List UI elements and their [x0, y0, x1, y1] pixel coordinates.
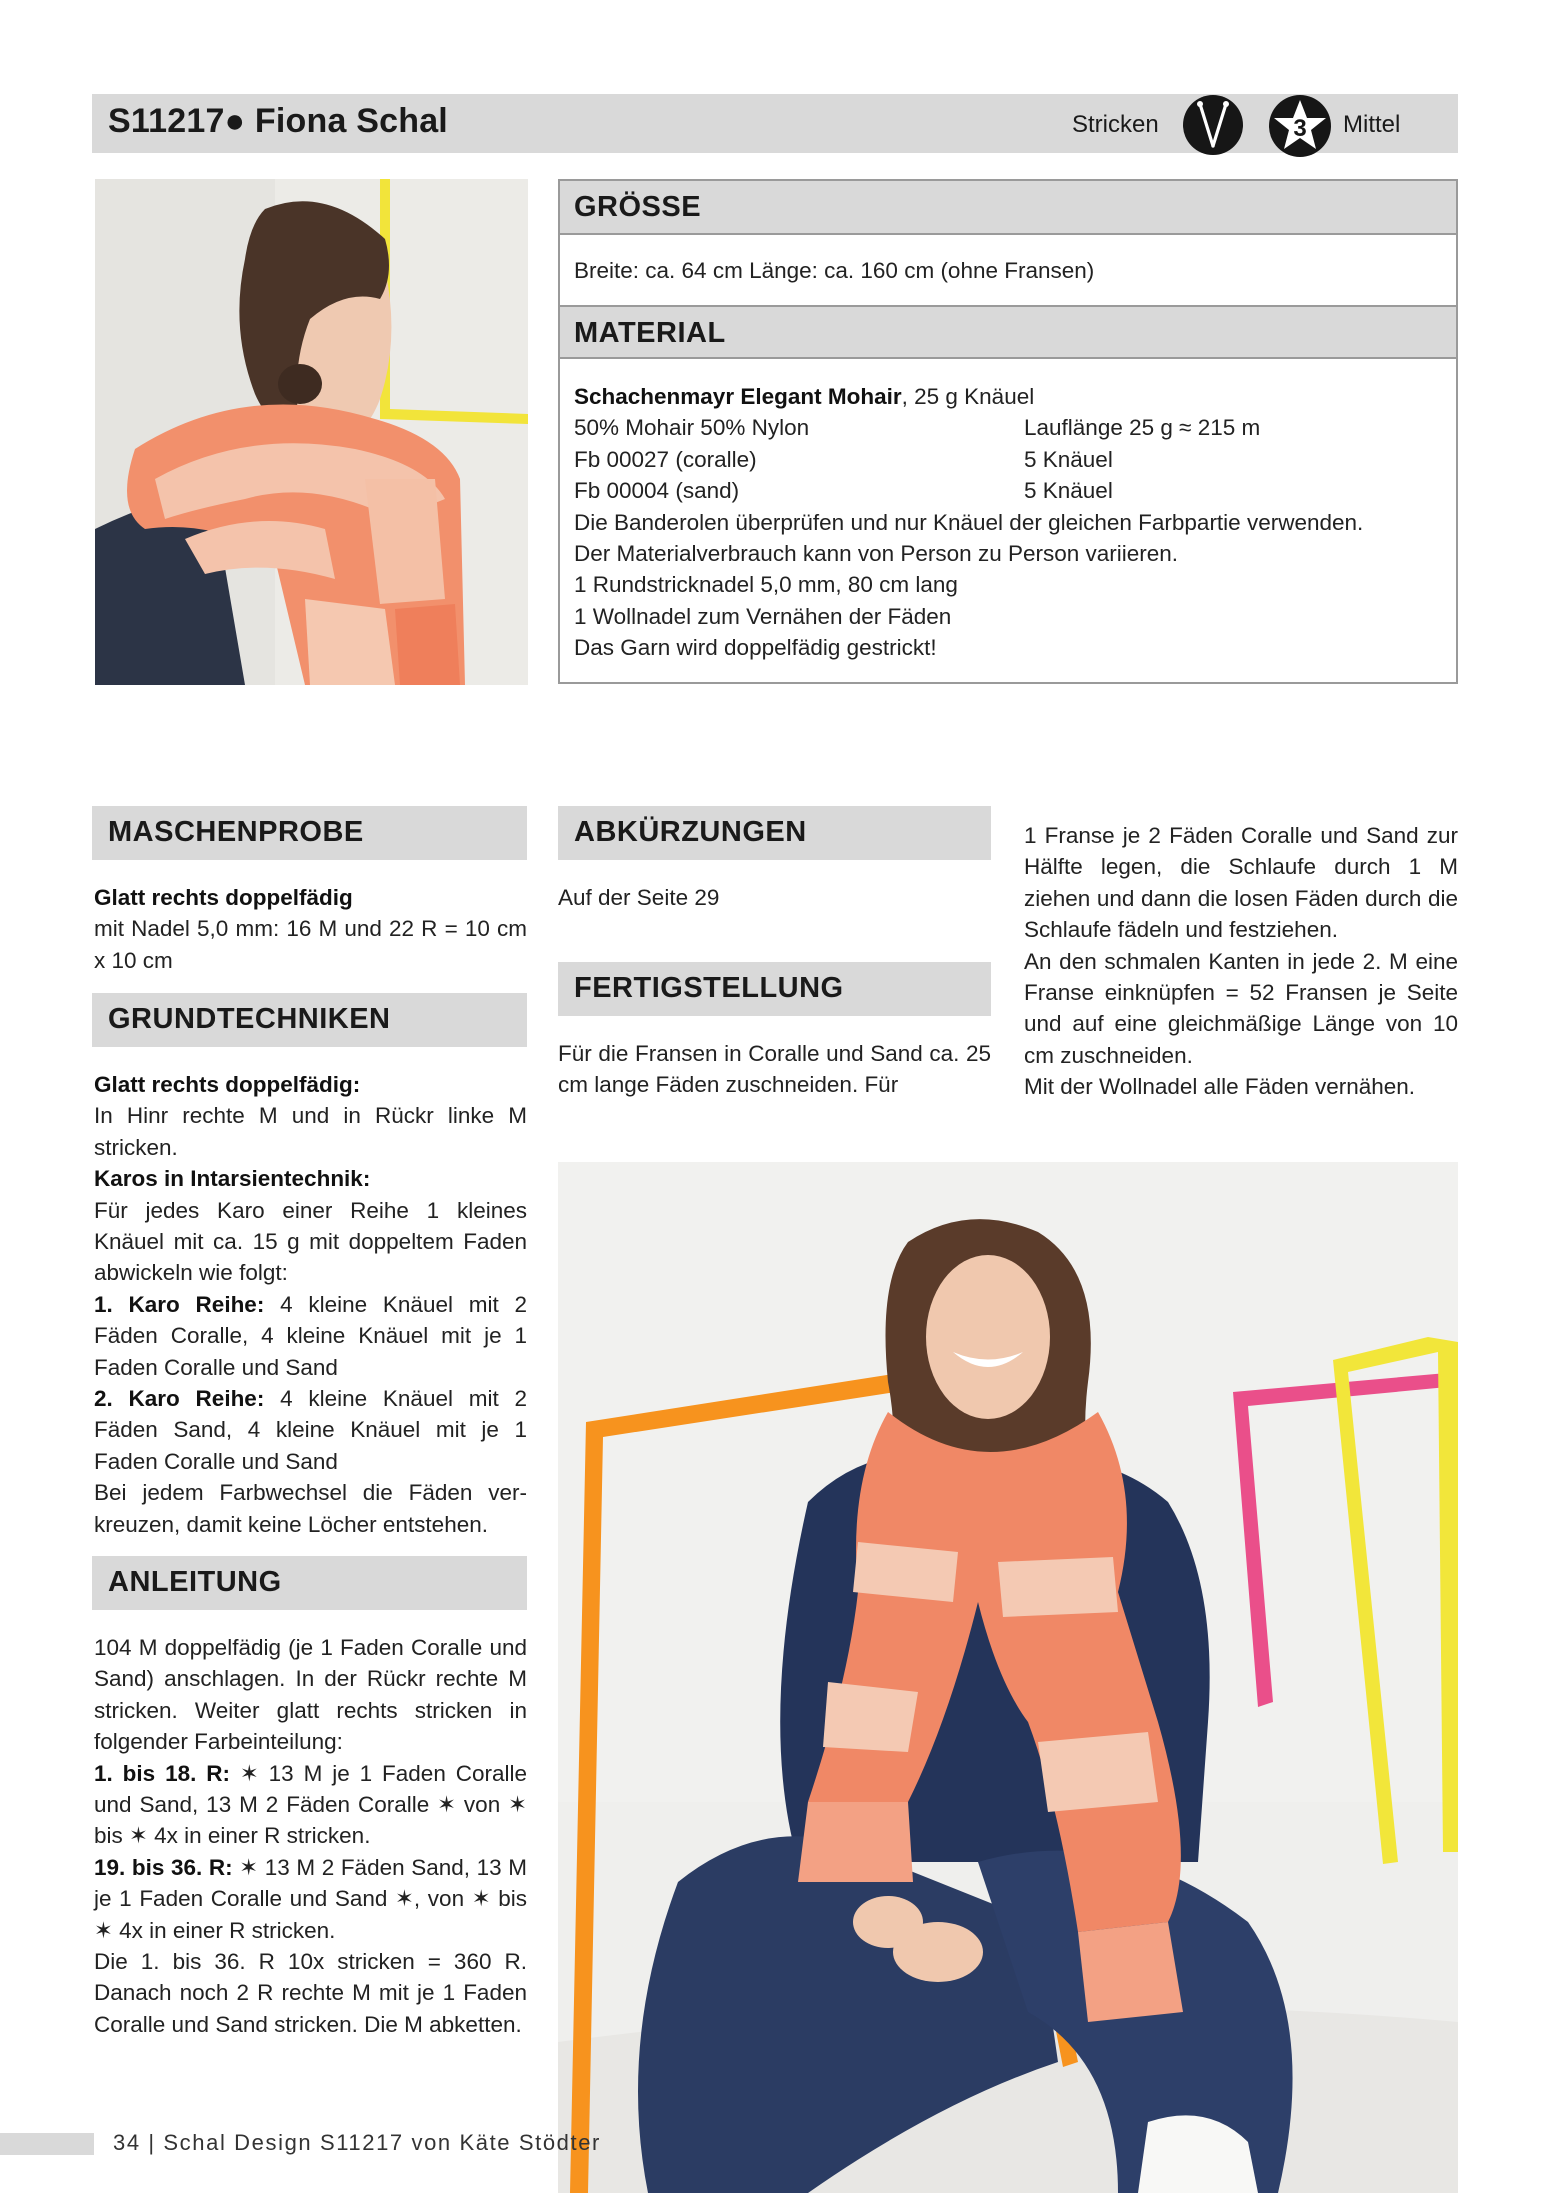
abkuerzungen-header — [558, 806, 991, 860]
scarf-photo-back — [95, 179, 528, 685]
groesse-header — [560, 181, 1456, 235]
fertigstellung-heading: FERTIGSTELLUNG — [574, 972, 844, 1004]
grundtechniken-text: 4 kleine Knäuel mit 2 Fäden Coralle, 4 kleine Knäuel mit je 1 Faden Coralle und Sand — [94, 1291, 528, 1380]
material-row — [574, 412, 1454, 443]
anleitung-header — [92, 1556, 527, 1610]
title-bar — [92, 94, 1458, 153]
fertigstellung-header — [558, 962, 991, 1016]
anleitung-text: 104 M doppelfädig (je 1 Faden Coralle und Sand) anschlagen. In der Rückr rechte M stricken. Weiter glatt rechts stricken in folgender Farbeinteilung: — [94, 1635, 527, 1755]
material-row — [574, 444, 1454, 475]
page-title: S11217● Fiona Schal — [108, 102, 448, 140]
page-footer: 34 | Schal Design S11217 von Käte Stödter — [113, 2130, 601, 2155]
fertigstellung-cont-text: Mit der Wollnadel alle Fäden vernähen. — [1024, 1074, 1416, 1100]
material-line: 1 Wollnadel zum Vernähen der Fäden — [574, 603, 952, 629]
fertigstellung-cont-text: 1 Franse je 2 Fäden Coralle und Sand zur Hälfte legen, die Schlaufe durch 1 M ziehen und dann die losen Fäden durch die Schlaufe fädeln und festziehen. — [1024, 823, 1458, 943]
grundtechniken-body — [94, 1069, 527, 1540]
maschenprobe-label: Glatt rechts doppelfädig — [94, 885, 353, 910]
technique-label: Stricken — [1072, 111, 1159, 138]
material-yarn-line — [574, 381, 1454, 412]
anleitung-body — [94, 1632, 527, 2040]
groesse-text: Breite: ca. 64 cm Länge: ca. 160 cm (ohne Fransen) — [574, 258, 1095, 283]
footer-bar — [0, 2133, 94, 2155]
fertigstellung-continued — [1024, 820, 1458, 1103]
grundtechniken-label: Glatt rechts doppelfädig: — [94, 1072, 361, 1097]
grundtechniken-label: 2. Karo Reihe: — [94, 1386, 265, 1412]
material-row-right: Lauflänge 25 g ≈ 215 m — [1024, 415, 1261, 441]
size-material-box — [558, 179, 1458, 684]
grundtechniken-text: In Hinr rechte M und in Rückr linke M stricken. — [94, 1103, 527, 1160]
material-line: 1 Rundstricknadel 5,0 mm, 80 cm lang — [574, 572, 958, 598]
groesse-heading: GRÖSSE — [574, 191, 702, 223]
grundtechniken-header — [92, 993, 527, 1047]
material-heading: MATERIAL — [574, 317, 726, 349]
maschenprobe-heading: MASCHENPROBE — [108, 816, 364, 848]
maschenprobe-body — [94, 882, 527, 976]
grundtechniken-text: 4 kleine Knäuel mit 2 Fäden Sand, 4 kleine Knäuel mit je 1 Faden Coralle und Sand — [94, 1386, 528, 1474]
material-row — [574, 475, 1454, 506]
grundtechniken-text: Bei jedem Farbwechsel die Fäden verkreuzen, damit keine Löcher entstehen. — [94, 1480, 527, 1537]
grundtechniken-label: 1. Karo Reihe: — [94, 1291, 265, 1317]
grundtechniken-heading: GRUNDTECHNIKEN — [108, 1003, 391, 1035]
level-number: 3 — [1293, 115, 1307, 142]
material-row-right: 5 Knäuel — [1024, 478, 1113, 504]
anleitung-heading: ANLEITUNG — [108, 1566, 282, 1598]
material-row-left: 50% Mohair 50% Nylon — [574, 415, 810, 441]
anleitung-label: 1. bis 18. R: — [94, 1760, 230, 1786]
yarn-name: Schachenmayr Elegant Mohair — [574, 384, 902, 409]
maschenprobe-header — [92, 806, 527, 860]
material-line: Die Banderolen überprüfen und nur Knäuel der gleichen Farbpartie verwenden. — [574, 509, 1364, 535]
star-icon — [1268, 94, 1332, 158]
material-header — [560, 305, 1456, 359]
material-list — [574, 381, 1454, 664]
abkuerzungen-heading: ABKÜRZUNGEN — [574, 816, 807, 848]
maschenprobe-text: mit Nadel 5,0 mm: 16 M und 22 R = 10 cm x 10 cm — [94, 916, 527, 973]
anleitung-text: ✶ 13 M je 1 Faden Coralle und Sand, 13 M 2 Fäden Coralle ✶ von ✶ bis ✶ 4x in einer R stricken. — [94, 1760, 528, 1849]
material-line: Das Garn wird doppelfädig gestrickt! — [574, 635, 937, 661]
fertigstellung-cont-text: An den schmalen Kanten in jede 2. M eine Franse einknüpfen = 52 Fransen je Seite und auf eine gleichmäßige Länge von 10 cm zuschneiden. — [1024, 948, 1458, 1068]
anleitung-text: ✶ 13 M 2 Fäden Sand, 13 M je 1 Faden Coralle und Sand ✶, von ✶ bis ✶ 4x in einer R stricken. — [94, 1854, 528, 1943]
material-row-left: Fb 00004 (sand) — [574, 478, 740, 504]
level-label: Mittel — [1343, 111, 1401, 138]
material-row-right: 5 Knäuel — [1024, 446, 1113, 472]
anleitung-text: Die 1. bis 36. R 10x stricken = 360 R. Danach noch 2 R rechte M mit je 1 Faden Coralle und Sand stricken. Die M abketten. — [94, 1949, 527, 2037]
yarn-suffix: , 25 g Knäuel — [901, 384, 1035, 409]
material-line: Der Materialverbrauch kann von Person zu Person variieren. — [574, 540, 1179, 566]
grundtechniken-label: Karos in Intarsientechnik: — [94, 1166, 371, 1192]
scarf-photo-model — [558, 1162, 1458, 2193]
knitting-needles-icon — [1182, 94, 1244, 156]
fertigstellung-text: Für die Fransen in Coralle und Sand ca. 25 cm lange Fäden zuschneiden. Für — [558, 1041, 991, 1098]
grundtechniken-text: Für jedes Karo einer Reihe 1 kleines Knäuel mit ca. 15 g mit doppeltem Faden abwickeln wie folgt: — [94, 1197, 527, 1286]
abkuerzungen-text: Auf der Seite 29 — [558, 885, 720, 910]
anleitung-label: 19. bis 36. R: — [94, 1854, 233, 1880]
material-row-left: Fb 00027 (coralle) — [574, 446, 757, 472]
